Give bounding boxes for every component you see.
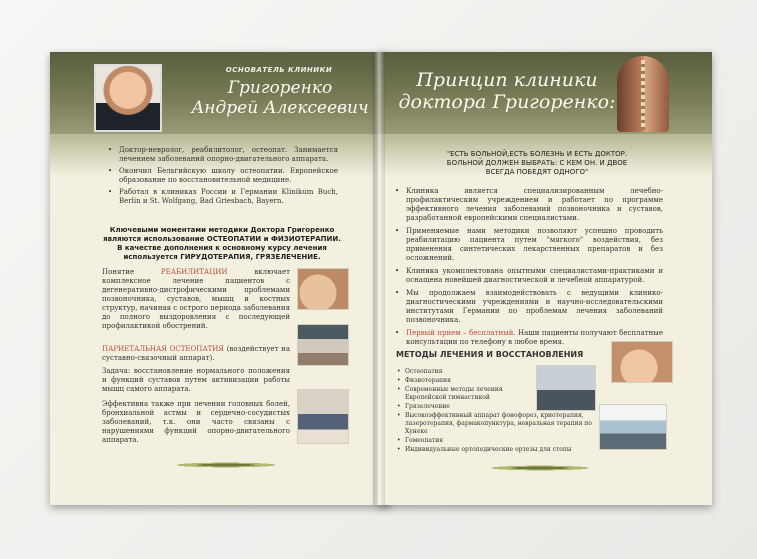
right-ornament-divider	[478, 465, 602, 471]
massage-photo	[611, 341, 673, 383]
founder-bullet-2: • Окончил Бельгийскую школу остеопатии. Европейское образование по восстановительной медицине.	[108, 167, 338, 185]
founder-bullet-3: • Работал в клиниках России и Германии Klinikum Buch, Berlin и St. Wolfgang, Bad Griesbach, Bayern.	[108, 188, 338, 206]
founder-bullet-1: • Доктор-невролог, реабилитолог, остеопат. Занимается лечением заболеваний опорно-двигательного аппарата.	[108, 146, 338, 164]
first-visit-after: Наши пациенты получают бесплатные консультации по телефону в любое время.	[406, 329, 663, 346]
therapy-photo	[297, 389, 349, 444]
method-item-2: • Физиотерапия	[397, 377, 597, 385]
clinic-bullets	[395, 187, 663, 351]
osteopathy-photo	[297, 324, 349, 366]
method-item-1: • Остеопатия	[397, 368, 597, 376]
first-visit-term: Первый прием – бесплатный.	[406, 329, 516, 337]
parietal-term: ПАРИЕТАЛЬНАЯ ОСТЕОПАТИЯ	[102, 345, 225, 353]
method-item-7: • Индивидуальные ортопедические ортезы для стопы	[397, 446, 597, 454]
method-item-6: • Гомеопатия	[397, 437, 597, 445]
principle-line2: доктора Григоренко:	[398, 91, 616, 113]
doctor-photo	[599, 404, 667, 450]
right-page	[378, 52, 712, 505]
founder-photo	[94, 64, 162, 132]
founder-name-line2: Андрей Алексеевич	[191, 98, 369, 118]
parietal-paragraph	[102, 345, 290, 363]
methods-title: МЕТОДЫ ЛЕЧЕНИЯ И ВОССТАНОВЛЕНИЯ	[396, 350, 584, 359]
method-key-text: Ключевыми моментами методики Доктора Григоренко являются использование ОСТЕОПАТИИ и ФИЗИОТЕРАПИИ. В качестве дополнения к основному курсу лечения используется ГИРУДОТЕРАПИЯ, ГРЯЗЕЛЕЧЕНИЕ.	[103, 226, 341, 261]
method-item-4: • Грязелечение	[397, 403, 597, 411]
founder-bullets	[108, 146, 338, 209]
founder-name	[170, 78, 390, 118]
left-page	[50, 52, 390, 505]
founder-name-line1: Григоренко	[227, 78, 333, 98]
founder-label: ОСНОВАТЕЛЬ КЛИНИКИ	[225, 66, 333, 74]
spine-vertebrae-line	[641, 60, 645, 130]
book-spine-fold	[373, 52, 385, 505]
method-item-3: • Современные методы лечения Европейской гимнастикой	[397, 386, 535, 402]
left-ornament-divider	[163, 462, 289, 468]
rehab-paragraph	[102, 268, 290, 331]
clinic-bullet-1: • Клиника является специализированным лечебно-профилактическим учреждением и работает по программе эффективного лечения заболеваний позвоночника и суставов, разработанной европейскими специалистами.	[395, 187, 663, 223]
clinic-principle-title	[392, 69, 622, 113]
method-item-5: • Высокоэффективный аппарат фонофорез, криотерапия, лазеротерапия, фармакопунктура, невральная терапия по Хунеке	[397, 412, 597, 436]
rehab-after: включает комплексное лечение пациентов с дегенеративно-дистрофическими проблемами позвоночника, суставов, мышц и костных структур, начиная с острого периода заболевания до полного выздоровления с последующей профилактикой обострений.	[102, 268, 291, 330]
clinic-bullet-3: • Клиника укомплектована опытными специалистами-практиками и оснащена новейшей диагностической и лечебной аппаратурой.	[395, 267, 663, 285]
device-photo	[536, 365, 596, 411]
principle-line1: Принцип клиники	[416, 69, 598, 91]
effective-paragraph: Эффективна также при лечении головных болей, бронхиальной астмы и сердечно-сосудистых заболеваний, т.к. они часто связаны с нарушениями функций опорно-двигательного аппарата.	[102, 400, 290, 444]
clinic-bullet-2: • Применяемые нами методики позволяют успешно проводить реабилитацию пациента путем "мягкого" воздействия, без применения синтетических лекарственных препаратов и без осложнений.	[395, 227, 663, 263]
rehab-before: Понятие	[102, 268, 161, 276]
clinic-bullet-4: • Мы продолжаем взаимодействовать с ведущими клинико-диагностическими учреждениями и научно-исследовательскими институтами Германии по проблемам лечения заболеваний позвоночника.	[395, 289, 663, 325]
principle-quote: "ЕСТЬ БОЛЬНОЙ,ЕСТЬ БОЛЕЗНЬ И ЕСТЬ ДОКТОР. БОЛЬНОЙ ДОЛЖЕН ВЫБРАТЬ: С КЕМ ОН. И ДВОЕ ВСЕГДА ПОБЕДЯТ ОДНОГО"	[446, 150, 628, 176]
task-paragraph: Задача: восстановление нормального положения и функций суставов путем активизации работы мышц самого аппарата.	[102, 367, 290, 393]
rehab-photo	[297, 268, 349, 310]
parietal-after: (воздействует на суставно-связочный аппарат).	[102, 345, 290, 362]
rehab-term: РЕАБИЛИТАЦИИ	[160, 268, 228, 276]
